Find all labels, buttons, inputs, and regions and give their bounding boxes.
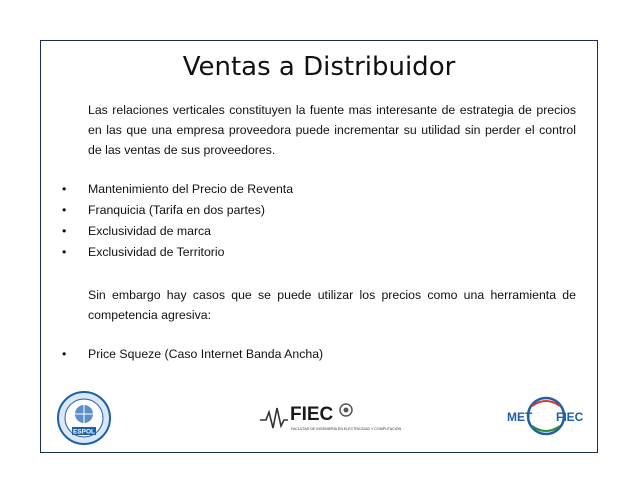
bullet-text: Price Squeze (Caso Internet Banda Ancha) — [88, 347, 324, 361]
metfiec-logo-icon — [504, 392, 588, 440]
bullet-text: Franquicia (Tarifa en dos partes) — [88, 203, 266, 217]
espol-logo-text: ESPOL — [72, 428, 96, 436]
espol-seal-icon — [56, 390, 112, 446]
intro-paragraph: Las relaciones verticales constituyen la fuente mas interesante de estrategia de precios en las que una empresa proveedora puede incrementar su utilidad sin perder el control de las ventas de sus proveedores. — [88, 103, 576, 157]
metfiec-logo — [504, 392, 588, 440]
metfiec-logo-right-text: FIEC — [556, 410, 584, 424]
fiec-logo-subtitle: FACULTAD DE INGENIERÍA EN ELECTRICIDAD Y COMPUTACIÓN — [291, 427, 402, 431]
bullet-marker: • — [62, 347, 67, 361]
bullet-marker: • — [62, 224, 67, 238]
bullet-marker: • — [62, 182, 67, 196]
bullet-text: Exclusividad de marca — [88, 224, 212, 238]
metfiec-logo-left-text: MET — [507, 410, 533, 424]
note-paragraph: Sin embargo hay casos que se puede utilizar los precios como una herramienta de competencia agresiva: — [88, 288, 576, 322]
fiec-logo — [258, 398, 402, 438]
slide-title: Ventas a Distribuidor — [182, 52, 456, 82]
bullet-text: Exclusividad de Territorio — [88, 245, 225, 259]
espol-logo — [56, 390, 112, 446]
bullet-marker: • — [62, 203, 67, 217]
bullet-marker: • — [62, 245, 67, 259]
fiec-logo-text: FIEC — [290, 404, 334, 425]
bullet-text: Mantenimiento del Precio de Reventa — [88, 182, 294, 196]
fiec-logo-icon — [258, 398, 402, 438]
